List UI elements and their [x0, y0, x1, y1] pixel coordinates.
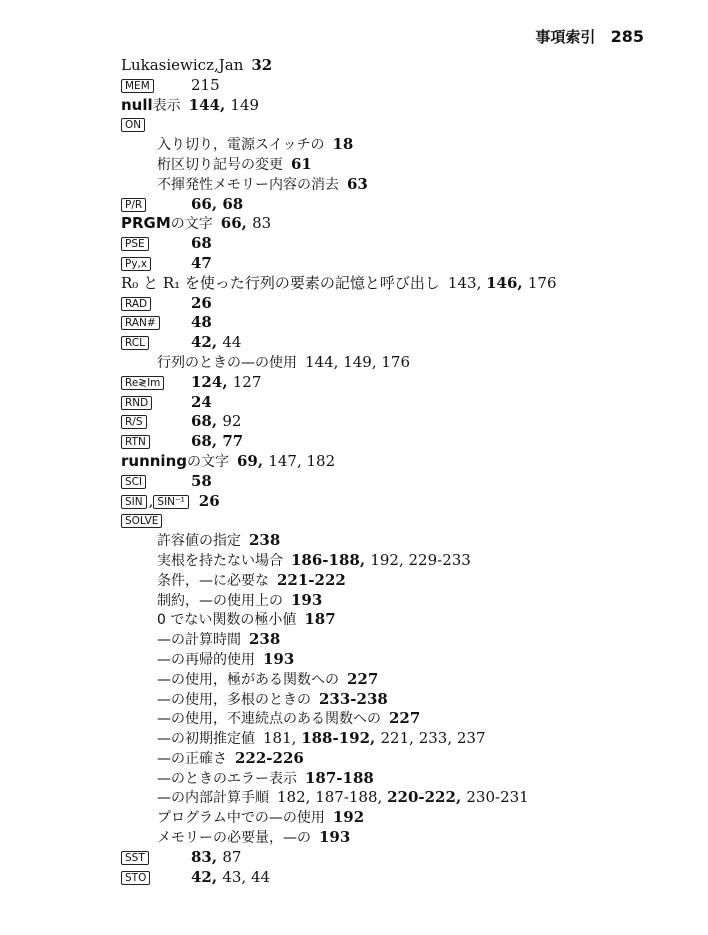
page-ref: 186-188 [291, 550, 360, 569]
page-ref: 182 [306, 451, 336, 470]
entry-name: 実根を持たない場合 [157, 552, 283, 569]
page-references [277, 571, 346, 589]
index-entry [121, 333, 681, 353]
index-entry [121, 670, 681, 690]
ref-separator: , [211, 333, 223, 352]
entry-name: メモリーの必要量，—の [157, 830, 311, 847]
index-entry [121, 274, 681, 294]
key-label: Py,x [121, 257, 151, 271]
key-column [121, 868, 183, 888]
key-label: RND [121, 396, 152, 410]
page-ref: 26 [198, 491, 220, 510]
page-references [291, 591, 322, 609]
index-entry [121, 412, 681, 432]
index-entry [121, 452, 681, 472]
page-ref: 222-226 [235, 748, 304, 767]
key-column [121, 412, 183, 432]
page-references [319, 828, 350, 846]
key-column [121, 254, 183, 274]
entry-name: 0 でない関数の極小値 [157, 612, 297, 629]
ref-separator: , [455, 788, 467, 807]
index-entry [121, 135, 681, 155]
entry-name: 不揮発性メモリー内容の消去 [157, 176, 339, 193]
page-ref: 143 [447, 273, 477, 292]
ref-separator: , [241, 867, 251, 886]
ref-separator: , [371, 352, 382, 371]
entry-tail: 表示 [152, 97, 181, 114]
page-references [237, 452, 335, 470]
entry-name: プログラム中での—の使用 [157, 810, 325, 827]
entry-name: 桁区切り記号の変更 [157, 156, 283, 173]
page-references [191, 294, 212, 312]
page-references [249, 531, 280, 549]
page-ref: 181 [263, 729, 292, 748]
index-entry [121, 432, 681, 452]
index-entry [121, 630, 681, 650]
page-references [448, 274, 557, 292]
page-ref: 193 [291, 590, 323, 609]
page-ref: 146 [486, 273, 518, 292]
page-ref: 147 [268, 451, 297, 470]
key-label: SCI [121, 475, 146, 489]
index-entry [121, 115, 681, 135]
page-ref: 83 [191, 847, 212, 866]
ref-separator: , [447, 729, 457, 748]
page-references [251, 56, 272, 74]
page-references [189, 96, 259, 114]
page-references [191, 412, 241, 430]
page-ref: 176 [381, 352, 411, 371]
ref-separator: , [476, 273, 487, 292]
page-references [191, 868, 270, 886]
index-entry [121, 214, 681, 234]
key-label: RTN [121, 435, 150, 449]
entry-name: —の内部計算手順 [157, 790, 269, 807]
index-entry [121, 650, 681, 670]
index-entry [121, 353, 681, 373]
index-entry [121, 511, 681, 531]
ref-separator: , [219, 95, 231, 114]
page-ref: 144 [305, 352, 334, 371]
page-ref: 68 [191, 234, 212, 253]
index-entry [121, 313, 681, 333]
page-ref: 58 [191, 471, 212, 490]
ref-separator: , [333, 352, 344, 371]
page-ref: 238 [249, 531, 281, 550]
ref-separator: , [398, 550, 409, 569]
key-label: Re≷Im [121, 376, 164, 390]
key-label: SIN [121, 495, 147, 509]
page-ref: 193 [319, 828, 351, 847]
key-label: PSE [121, 237, 149, 251]
page-references [191, 254, 212, 272]
ref-separator: , [296, 451, 307, 470]
ref-separator: , [211, 867, 223, 886]
page-references [347, 670, 378, 688]
page-header [535, 26, 644, 47]
page-references [191, 432, 243, 450]
page-ref: 43 [222, 867, 242, 886]
index-entry [121, 571, 681, 591]
key-label: SOLVE [121, 514, 162, 528]
entry-name: 行列のときの—の使用 [157, 354, 297, 371]
page-ref: 215 [191, 75, 220, 94]
page-ref: 144 [188, 95, 220, 114]
page-ref: 127 [232, 372, 262, 391]
entry-name: —の使用，多根のときの [157, 691, 311, 708]
page-references [263, 650, 294, 668]
key-label: RAN# [121, 316, 160, 330]
page-ref: 187-188 [305, 768, 374, 787]
index-entry [121, 234, 681, 254]
ref-separator: , [211, 432, 223, 451]
page-references [191, 313, 212, 331]
index-entry [121, 591, 681, 611]
ref-separator: , [359, 550, 371, 569]
key-label: RAD [121, 297, 151, 311]
index-entry [121, 868, 681, 888]
page-references [304, 610, 335, 628]
ref-separator: , [305, 788, 316, 807]
page-ref: 238 [249, 630, 281, 649]
index-entry [121, 690, 681, 710]
key-column [121, 848, 183, 868]
page-references [333, 808, 364, 826]
page-references [277, 788, 529, 806]
entry-name: R₀ と R₁ を使った行列の要素の記憶と呼び出し [121, 273, 440, 292]
page-ref: 48 [191, 313, 212, 332]
index-entry [121, 294, 681, 314]
index-entry [121, 472, 681, 492]
page-ref: 42 [191, 333, 212, 352]
page-references [191, 234, 212, 252]
ref-separator: , [241, 214, 253, 233]
entry-head: null [121, 95, 153, 114]
index-entry [121, 749, 681, 769]
page-references [332, 135, 353, 153]
page-ref: 221-222 [277, 570, 346, 589]
index-entry [121, 531, 681, 551]
entry-name: —の初期推定値 [157, 731, 255, 748]
page-ref: 188-192 [301, 729, 371, 748]
index-entry [121, 393, 681, 413]
page-ref: 18 [332, 135, 354, 154]
ref-separator: , [211, 412, 223, 431]
entry-name: —の再帰的使用 [157, 651, 255, 668]
entry-name: —の使用，極がある関数への [157, 671, 339, 688]
key-label: ON [121, 118, 145, 132]
index-entry [121, 610, 681, 630]
index-entry [121, 551, 681, 571]
key-column [121, 76, 183, 96]
index-entry [121, 76, 681, 96]
ref-separator: , [409, 729, 419, 748]
page-ref: 124 [191, 372, 223, 391]
page-ref: 61 [291, 154, 312, 173]
entry-tail: の文字 [170, 216, 213, 233]
page-ref: 32 [251, 56, 273, 74]
key-label: R/S [121, 415, 147, 429]
index-entry [121, 709, 681, 729]
entry-name: Lukasiewicz,Jan [121, 56, 244, 74]
page-ref: 26 [191, 293, 212, 312]
page-ref: 220-222 [387, 788, 456, 807]
index-entries [121, 56, 681, 887]
index-entry [121, 56, 681, 76]
page-ref: 149 [343, 352, 372, 371]
key-column [121, 373, 183, 393]
page-references [191, 848, 241, 866]
page-ref: 187-188 [315, 788, 378, 807]
page-ref: 68 [222, 194, 244, 213]
page-ref: 92 [222, 412, 242, 431]
entry-tail: の文字 [187, 453, 229, 470]
page-ref: 193 [263, 649, 295, 668]
entry-head: running [121, 451, 187, 470]
page-ref: 42 [191, 867, 212, 886]
index-entry [121, 828, 681, 848]
page-references [249, 630, 280, 648]
ref-separator: , [211, 847, 223, 866]
page-ref: 221 [380, 729, 410, 748]
page-references [291, 551, 471, 569]
key-column: SIN , SIN⁻¹ [121, 492, 191, 512]
entry-name: 条件，—に必要な [157, 572, 269, 589]
page-ref: 192 [332, 808, 365, 827]
page-ref: 68 [191, 432, 212, 451]
page-ref: 176 [527, 273, 557, 292]
key-label: MEM [121, 79, 154, 93]
page-references [191, 333, 241, 351]
key-label: SST [121, 851, 149, 865]
entry-head: PRGM [121, 214, 171, 233]
ref-separator: , [377, 788, 388, 807]
index-entry [121, 788, 681, 808]
key-label: SIN⁻¹ [153, 495, 188, 509]
page-references [191, 393, 212, 411]
page-ref: 63 [347, 174, 368, 193]
page-references [191, 76, 220, 94]
page-ref: 24 [191, 392, 212, 411]
ref-separator: , [257, 451, 269, 470]
key-column [121, 472, 183, 492]
page-ref: 237 [456, 729, 486, 748]
entry-name: —の正確さ [157, 750, 227, 767]
page-ref: 44 [250, 867, 271, 886]
ref-separator: , [222, 372, 233, 391]
entry-name: 許容値の指定 [157, 533, 241, 550]
page-number: 285 [610, 27, 644, 46]
index-entry [121, 808, 681, 828]
page-references [191, 472, 212, 490]
page-references [347, 175, 368, 193]
key-label: P/R [121, 198, 146, 212]
page-ref: 66 [220, 214, 242, 233]
entry-name: —のときのエラー表示 [157, 770, 297, 787]
page-ref: 66 [191, 194, 212, 213]
page-ref: 87 [222, 847, 242, 866]
page-references [319, 690, 388, 708]
key-column [121, 313, 183, 333]
page-references [191, 195, 243, 213]
ref-separator: , [291, 729, 302, 748]
key-column [121, 294, 183, 314]
ref-separator: , [370, 729, 381, 748]
key-label: STO [121, 871, 150, 885]
page-ref: 192 [370, 550, 399, 569]
entry-name: 入り切り，電源スイッチの [157, 137, 325, 154]
page-ref: 69 [237, 451, 258, 470]
page-ref: 227 [389, 709, 421, 728]
page-ref: 47 [191, 253, 212, 272]
entry-name: 制約，—の使用上の [157, 592, 283, 609]
index-entry [121, 769, 681, 789]
key-column [121, 432, 183, 452]
page-ref: 227 [347, 669, 379, 688]
index-entry [121, 155, 681, 175]
ref-separator: , [517, 273, 528, 292]
entry-name: —の計算時間 [157, 632, 241, 649]
index-title: 事項索引 [535, 28, 596, 46]
page-references [305, 769, 374, 787]
page-ref: 187 [304, 610, 336, 629]
page-ref: 77 [222, 432, 244, 451]
key-column [121, 195, 183, 215]
key-label: RCL [121, 336, 149, 350]
index-entry [121, 96, 681, 116]
ref-separator: , [211, 194, 223, 213]
page-references [291, 155, 312, 173]
index-entry [121, 175, 681, 195]
key-column [121, 234, 183, 254]
page-references [235, 749, 304, 767]
page-references [305, 353, 410, 371]
page-ref: 229-233 [408, 550, 471, 569]
page-ref: 233 [418, 729, 448, 748]
page-ref: 233-238 [319, 689, 388, 708]
index-entry [121, 729, 681, 749]
index-entry [121, 848, 681, 868]
key-column [121, 393, 183, 413]
page-ref: 182 [277, 788, 306, 807]
page-ref: 83 [252, 214, 272, 233]
page-references [263, 729, 486, 747]
index-entry [121, 254, 681, 274]
index-entry [121, 492, 681, 512]
page-ref: 230-231 [466, 788, 529, 807]
page-references [199, 492, 220, 510]
index-entry [121, 195, 681, 215]
page-references [221, 214, 271, 232]
key-column [121, 511, 183, 531]
page-references [191, 373, 261, 391]
key-column [121, 333, 183, 353]
index-entry [121, 373, 681, 393]
key-column [121, 115, 183, 135]
page-ref: 44 [222, 333, 242, 352]
page-ref: 149 [230, 95, 260, 114]
page-ref: 68 [191, 412, 212, 431]
page-references [389, 709, 420, 727]
entry-name: —の使用，不連続点のある関数への [157, 711, 381, 728]
